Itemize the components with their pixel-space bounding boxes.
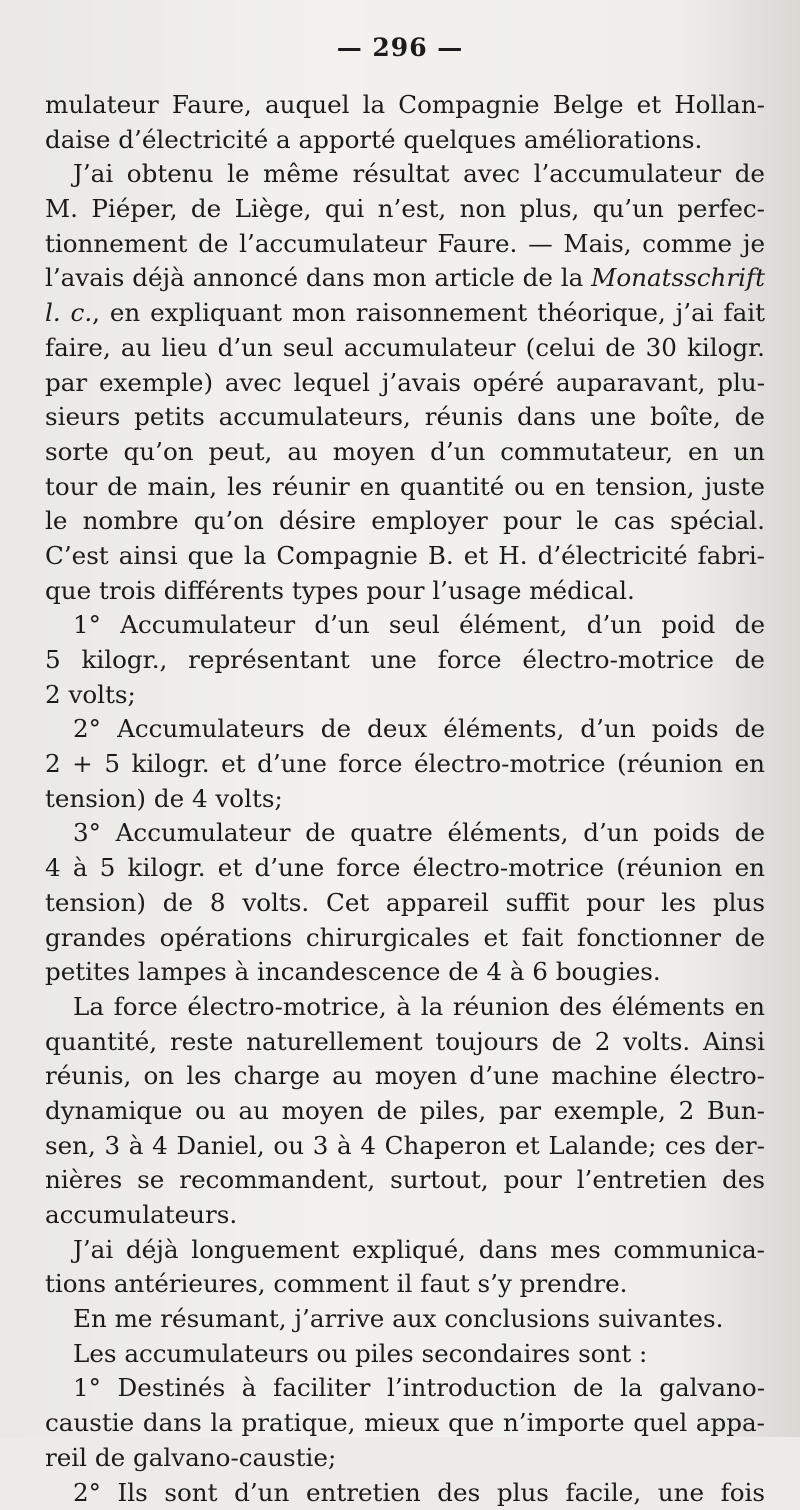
line-text: tions antérieures, comment il faut s’y prendre. [45,1269,627,1298]
line-text: par exemple) avec lequel j’avais opéré auparavant, plu- [45,368,765,397]
line-text: quantité, reste naturellement toujours de 2 volts. Ainsi [45,1027,765,1056]
line-text: grandes opérations chirurgicales et fait fonctionner de [45,923,765,952]
line-text: , en expliquant mon raisonnement théorique, j’ai fait [92,298,765,327]
line-text: 1° Destinés à faciliter l’introduction de la galvano- [73,1373,765,1402]
text-line [45,261,765,296]
text-line [45,712,765,747]
line-text: sen, 3 à 4 Daniel, ou 3 à 4 Chaperon et Lalande; ces der- [45,1131,765,1160]
line-text: 5 kilogr., représentant une force électro-motrice de [45,645,765,674]
text-line [45,1302,765,1337]
text-line [45,678,765,713]
line-text: tension) de 4 volts; [45,784,283,813]
line-text: J’ai obtenu le même résultat avec l’accumulateur de [73,159,765,188]
line-text: réunis, on les charge au moyen d’une machine électro- [45,1061,765,1090]
line-text: nières se recommandent, surtout, pour l’entretien des [45,1165,765,1194]
text-line [45,157,765,192]
line-text: 2° Ils sont d’un entretien des plus facile, une fois [73,1478,765,1507]
line-text: faire, au lieu d’un seul accumulateur (celui de 30 kilogr. [45,333,765,362]
line-text: que trois différents types pour l’usage médical. [45,576,635,605]
text-line [45,88,765,123]
line-text: En me résumant, j’arrive aux conclusions suivantes. [73,1304,723,1333]
text-line [45,608,765,643]
text-line [45,192,765,227]
text-line [45,1094,765,1129]
line-text: dynamique ou au moyen de piles, par exemple, 2 Bun- [45,1096,765,1125]
italic-text: l. c. [45,298,92,327]
line-text: 3° Accumulateur de quatre éléments, d’un poids de [73,818,765,847]
text-line [45,1406,765,1441]
body-text [45,88,765,1510]
text-line [45,366,765,401]
line-text: l’avais déjà annoncé dans mon article de la [45,263,591,292]
text-line [45,782,765,817]
line-text: reil de galvano-caustie; [45,1443,336,1472]
text-line [45,1198,765,1233]
text-line [45,990,765,1025]
line-text: tension) de 8 volts. Cet appareil suffit pour les plus [45,888,765,917]
italic-text: Monatsschrift [591,263,765,292]
text-line [45,816,765,851]
line-text: Les accumulateurs ou piles secondaires sont : [73,1339,647,1368]
text-line [45,470,765,505]
text-line [45,955,765,990]
line-text: tour de main, les réunir en quantité ou en tension, juste [45,472,765,501]
text-line [45,123,765,158]
text-line [45,1476,765,1510]
text-line [45,643,765,678]
text-line [45,227,765,262]
text-line [45,851,765,886]
line-text: petites lampes à incandescence de 4 à 6 bougies. [45,957,661,986]
line-text: mulateur Faure, auquel la Compagnie Belge et Hollan- [45,90,765,119]
text-line [45,539,765,574]
line-text: La force électro-motrice, à la réunion des éléments en [73,992,765,1021]
line-text: tionnement de l’accumulateur Faure. — Mais, comme je [45,229,765,258]
line-text: le nombre qu’on désire employer pour le cas spécial. [45,506,765,535]
line-text: 1° Accumulateur d’un seul élément, d’un poid de [73,610,765,639]
text-line [45,574,765,609]
line-text: caustie dans la pratique, mieux que n’importe quel appa- [45,1408,765,1437]
text-line [45,886,765,921]
text-line [45,1441,765,1476]
text-line [45,1163,765,1198]
line-text: J’ai déjà longuement expliqué, dans mes communica- [73,1235,765,1264]
line-text: 4 à 5 kilogr. et d’une force électro-motrice (réunion en [45,853,765,882]
line-text: M. Piéper, de Liège, qui n’est, non plus, qu’un perfec- [45,194,765,223]
text-line [45,747,765,782]
text-line [45,435,765,470]
text-line [45,296,765,331]
text-line [45,1371,765,1406]
text-line [45,1233,765,1268]
text-line [45,1059,765,1094]
text-line [45,400,765,435]
line-text: 2 + 5 kilogr. et d’une force électro-motrice (réunion en [45,749,765,778]
line-text: sieurs petits accumulateurs, réunis dans une boîte, de [45,402,765,431]
line-text: sorte qu’on peut, au moyen d’un commutateur, en un [45,437,765,466]
line-text: 2° Accumulateurs de deux éléments, d’un poids de [73,714,765,743]
text-line [45,331,765,366]
text-line [45,504,765,539]
line-text: accumulateurs. [45,1200,237,1229]
line-text: 2 volts; [45,680,136,709]
text-line [45,1025,765,1060]
line-text: daise d’électricité a apporté quelques améliorations. [45,125,702,154]
text-line [45,1337,765,1372]
text-line [45,1267,765,1302]
line-text: C’est ainsi que la Compagnie B. et H. d’électricité fabri- [45,541,765,570]
text-line [45,1129,765,1164]
page-number: — 296 — [0,30,800,66]
text-line [45,921,765,956]
